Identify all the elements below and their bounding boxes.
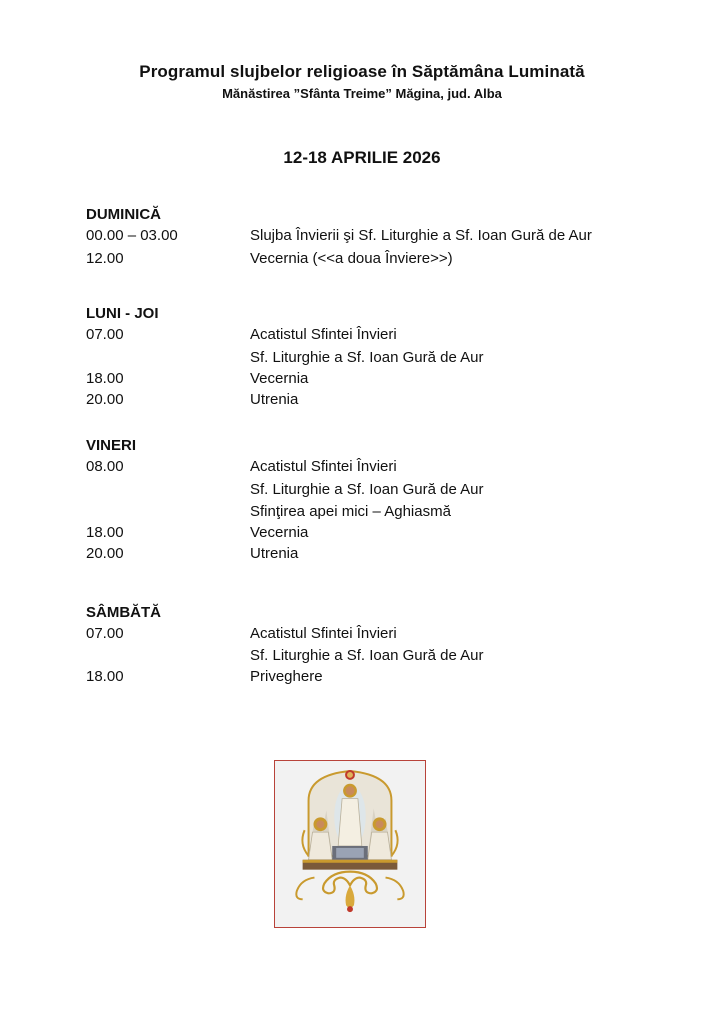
schedule-time: 07.00 — [86, 326, 124, 343]
day-heading: VINERI — [86, 437, 137, 454]
date-range: 12-18 APRILIE 2026 — [283, 148, 441, 167]
page-subtitle: Mănăstirea ”Sfânta Treime” Măgina, jud. Alba — [222, 86, 502, 101]
resurrection-icon — [274, 760, 426, 928]
schedule-event: Vecernia — [250, 524, 309, 541]
schedule-time: 20.00 — [86, 545, 124, 562]
schedule-time: 12.00 — [86, 250, 124, 267]
day-heading: SÂMBĂTĂ — [86, 604, 161, 621]
schedule-event: Priveghere — [250, 668, 323, 685]
schedule-event: Vecernia (<<a doua Înviere>>) — [250, 250, 453, 267]
schedule-event: Acatistul Sfintei Învieri — [250, 458, 397, 475]
schedule-event: Slujba Învierii şi Sf. Liturghie a Sf. Ioan Gură de Aur — [250, 227, 592, 244]
schedule-event: Vecernia — [250, 370, 309, 387]
schedule-time: 20.00 — [86, 391, 124, 408]
schedule-event: Acatistul Sfintei Învieri — [250, 625, 397, 642]
schedule-time: 07.00 — [86, 625, 124, 642]
schedule-event: Utrenia — [250, 545, 299, 562]
schedule-event: Sf. Liturghie a Sf. Ioan Gură de Aur — [250, 481, 484, 498]
resurrection-illustration — [275, 761, 425, 927]
day-heading: LUNI - JOI — [86, 305, 159, 322]
schedule-event: Utrenia — [250, 391, 299, 408]
schedule-event: Sf. Liturghie a Sf. Ioan Gură de Aur — [250, 349, 484, 366]
schedule-time: 18.00 — [86, 668, 124, 685]
schedule-time: 08.00 — [86, 458, 124, 475]
schedule-event: Sfinţirea apei mici – Aghiasmă — [250, 503, 451, 520]
page-title: Programul slujbelor religioase în Săptămâna Luminată — [139, 62, 585, 81]
schedule-event: Sf. Liturghie a Sf. Ioan Gură de Aur — [250, 647, 484, 664]
schedule-time: 18.00 — [86, 370, 124, 387]
schedule-time: 00.00 – 03.00 — [86, 227, 178, 244]
day-heading: DUMINICĂ — [86, 206, 161, 223]
schedule-event: Acatistul Sfintei Învieri — [250, 326, 397, 343]
schedule-time: 18.00 — [86, 524, 124, 541]
